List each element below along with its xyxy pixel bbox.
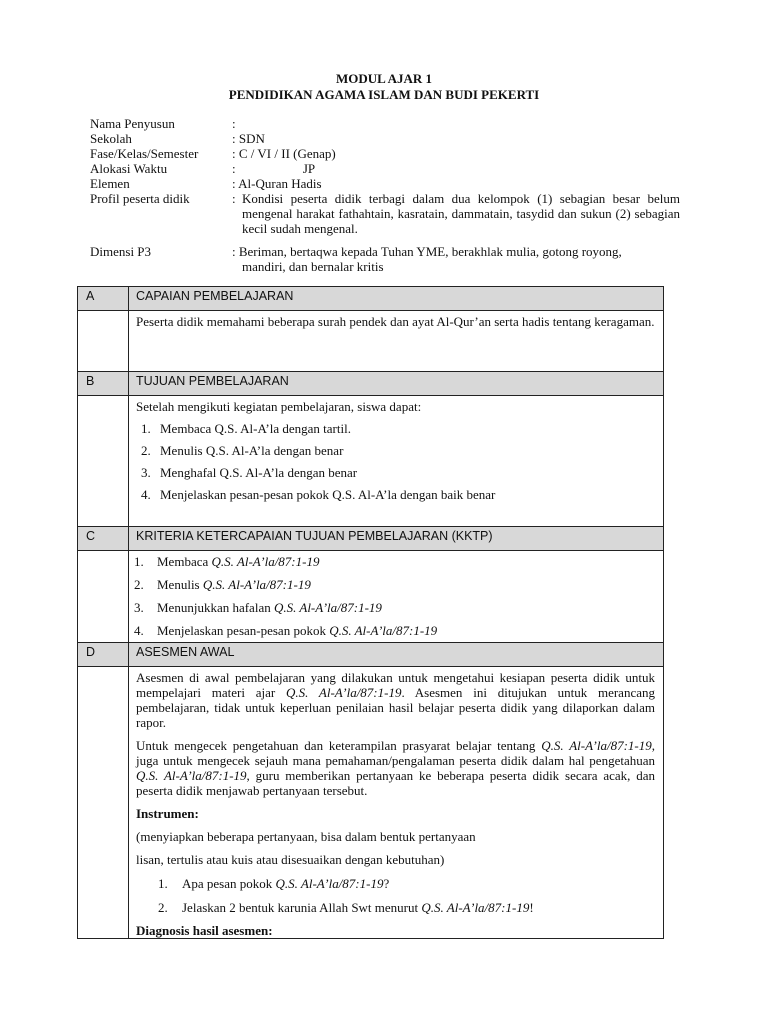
info-row-fase (90, 146, 680, 161)
info-value: : SDN (232, 131, 265, 146)
diagnosis-label: Diagnosis hasil asesmen: (136, 923, 273, 938)
info-value: Kondisi peserta didik terbagi dalam dua kelompok (1) sebagian besar belum mengenal harakat fathahtain, kasratain, dammatain, tasydid dan sukun (2) sebagian kecil sudah mengenal. (242, 191, 680, 236)
list-item: 1. Membaca Q.S. Al-A’la/87:1-19 (134, 554, 320, 569)
assessment-paragraph-2: Untuk mengecek pengetahuan dan keterampilan prasyarat belajar tentang Q.S. Al-A’la/87:1-19, juga untuk mengecek sejauh mana pemahaman/pengalaman peserta didik dalam hal pengetahuan Q.S. Al-A’la/87:1-19, guru memberikan pertanyaan ke beberapa peserta didik secara acak, dan peserta didik menjawab pertanyaan tersebut. (136, 738, 655, 798)
module-title: MODUL AJAR 1 (335, 71, 433, 86)
section-heading: KRITERIA KETERCAPAIAN TUJUAN PEMBELAJARAN (KKTP) (136, 529, 493, 543)
info-label: Sekolah (90, 131, 132, 146)
section-heading: CAPAIAN PEMBELAJARAN (136, 289, 294, 303)
info-row-nama (90, 116, 680, 131)
info-value (232, 161, 680, 176)
dimensi-line-2: mandiri, dan bernalar kritis (242, 259, 384, 274)
info-row-dimensi (90, 244, 680, 274)
alokasi-colon: : (232, 161, 236, 176)
info-value (232, 244, 680, 274)
info-label: Alokasi Waktu (90, 161, 168, 176)
subject-title: PENDIDIKAN AGAMA ISLAM DAN BUDI PEKERTI (228, 87, 540, 102)
objective-list (136, 421, 655, 502)
list-item: 2. Menulis Q.S. Al-A’la/87:1-19 (134, 577, 311, 592)
list-item: 4. Menjelaskan pesan-pesan pokok Q.S. Al-A’la/87:1-19 (134, 623, 438, 638)
identity-block (90, 116, 680, 274)
list-item: 4. Menjelaskan pesan-pesan pokok Q.S. Al-A’la dengan baik benar (141, 487, 496, 502)
section-letter: B (78, 372, 129, 396)
instrument-line-2: lisan, tertulis atau kuis atau disesuaikan dengan kebutuhan) (136, 852, 445, 867)
module-table (77, 286, 664, 939)
section-letter: C (78, 527, 129, 551)
section-letter: D (78, 643, 129, 667)
info-colon: : (232, 191, 236, 206)
section-heading: ASESMEN AWAL (136, 645, 235, 659)
section-d-header (78, 643, 664, 667)
info-label: Dimensi P3 (90, 244, 152, 259)
info-value: : (232, 116, 236, 131)
info-row-profil (90, 191, 680, 236)
section-text: Peserta didik memahami beberapa surah pendek dan ayat Al-Qur’an serta hadis tentang keragaman. (136, 314, 655, 329)
info-label: Elemen (90, 176, 130, 191)
info-label: Nama Penyusun (90, 116, 175, 131)
list-item: 2. Jelaskan 2 bentuk karunia Allah Swt menurut Q.S. Al-A’la/87:1-19! (158, 900, 534, 915)
instrument-label: Instrumen: (136, 806, 199, 821)
list-item: 2. Menulis Q.S. Al-A’la dengan benar (141, 443, 344, 458)
section-b-header (78, 372, 664, 396)
info-row-elemen (90, 176, 680, 191)
info-value: : C / VI / II (Genap) (232, 146, 336, 161)
instrument-line-1: (menyiapkan beberapa pertanyaan, bisa dalam bentuk pertanyaan (136, 829, 476, 844)
section-a-body (78, 311, 664, 372)
assessment-paragraph-1: Asesmen di awal pembelajaran yang dilakukan untuk mengetahui kesiapan peserta didik untuk mempelajari materi ajar Q.S. Al-A’la/87:1-19. Asesmen ini ditujukan untuk merancang pembelajaran, tidak untuk keperluan penilaian hasil belajar peserta didik yang dilaporkan dalam rapor. (136, 670, 655, 730)
info-value: : Al-Quran Hadis (232, 176, 322, 191)
list-item: 3. Menunjukkan hafalan Q.S. Al-A’la/87:1-19 (134, 600, 382, 615)
list-item: 1. Apa pesan pokok Q.S. Al-A’la/87:1-19? (158, 876, 390, 891)
criteria-list (129, 554, 663, 638)
section-c-header (78, 527, 664, 551)
section-b-body (78, 396, 664, 527)
alokasi-unit: JP (302, 161, 316, 176)
section-heading: TUJUAN PEMBELAJARAN (136, 374, 289, 388)
section-intro: Setelah mengikuti kegiatan pembelajaran, siswa dapat: (136, 399, 422, 414)
question-list (136, 876, 655, 915)
dimensi-line-1: : Beriman, bertaqwa kepada Tuhan YME, berakhlak mulia, gotong royong, (232, 244, 622, 259)
info-label: Profil peserta didik (90, 191, 190, 206)
info-label: Fase/Kelas/Semester (90, 146, 199, 161)
section-letter: A (78, 287, 129, 311)
section-d-body (78, 667, 664, 939)
info-row-alokasi (90, 161, 680, 176)
info-row-sekolah (90, 131, 680, 146)
section-a-header (78, 287, 664, 311)
list-item: 1. Membaca Q.S. Al-A’la dengan tartil. (141, 421, 351, 436)
list-item: 3. Menghafal Q.S. Al-A’la dengan benar (141, 465, 358, 480)
section-c-body (78, 551, 664, 643)
